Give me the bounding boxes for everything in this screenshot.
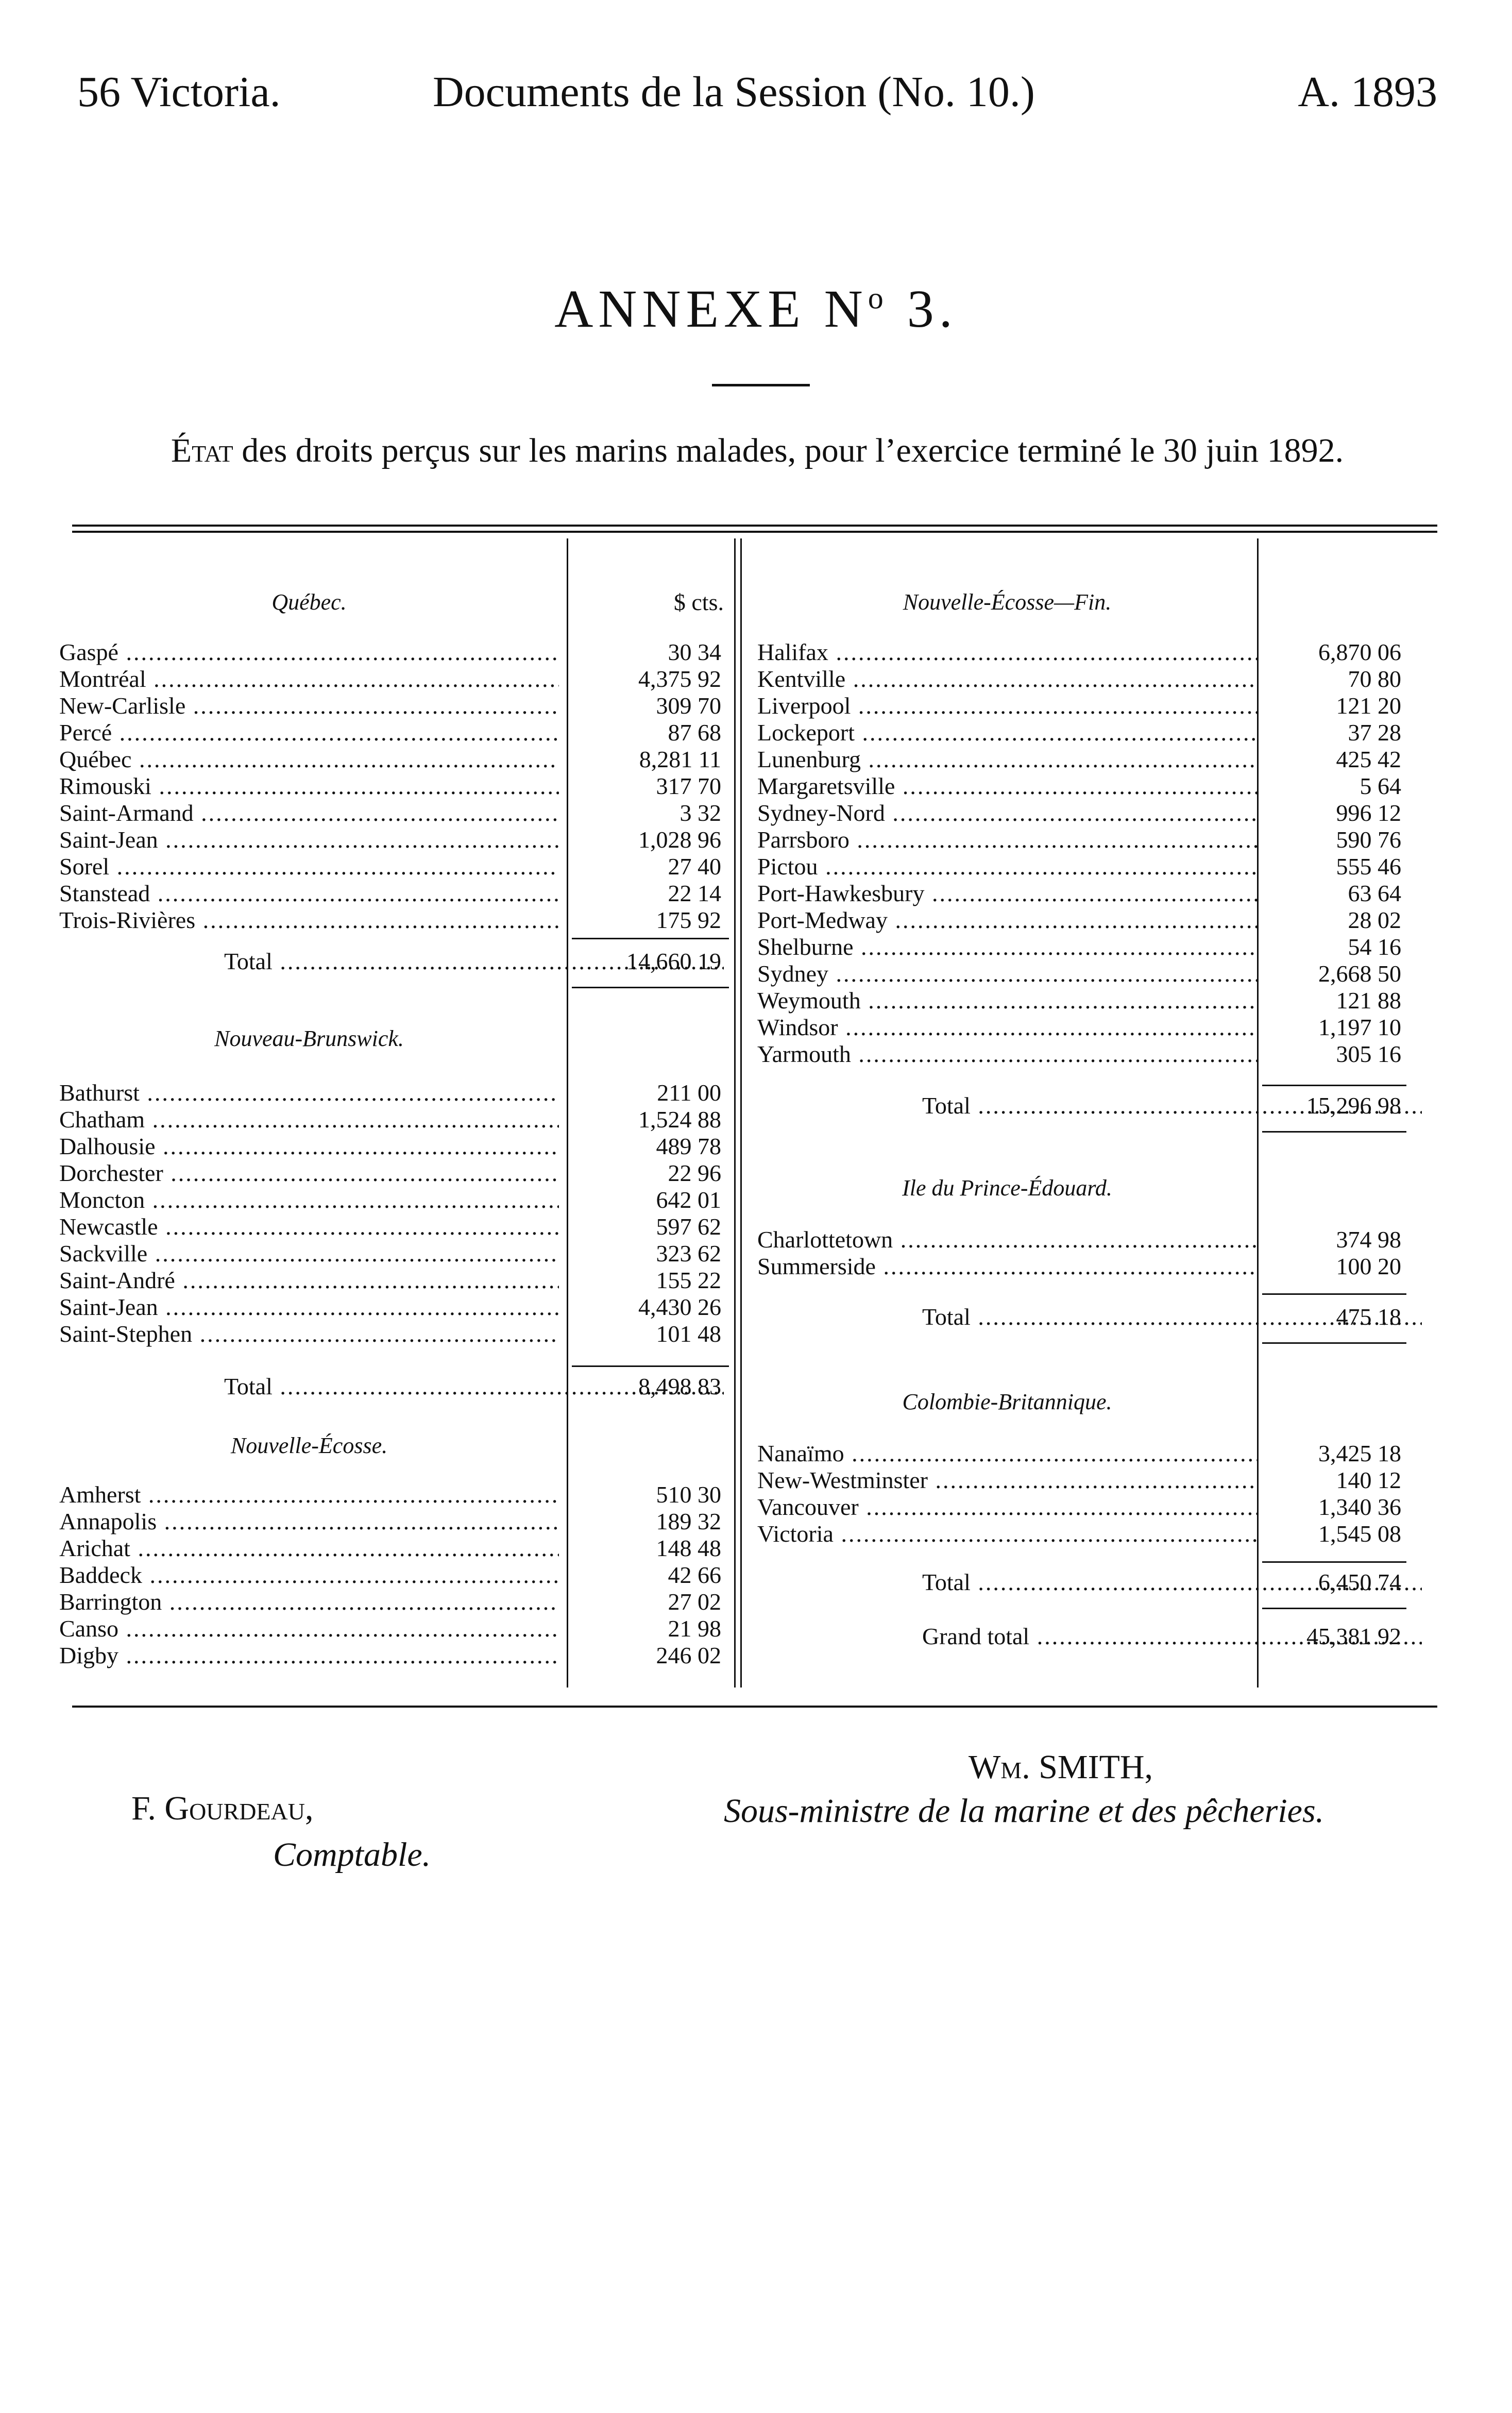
total-row-nouvelle-ecosse [757,1092,1401,1119]
table-row-amount: 2,668 50 [1318,960,1401,987]
table-bottom-rule [72,1706,1437,1708]
table-row-amount: 121 20 [1336,693,1401,719]
table-row [757,853,1401,880]
annexe-title [0,278,1512,340]
subtotal-rule [1262,1293,1406,1295]
table-row-label: Port-Hawkesbury ..... [757,880,1257,907]
table-row [59,666,721,693]
table-row-amount: 100 20 [1336,1253,1401,1279]
table-row-label: Bathurst ..... [59,1079,559,1106]
section-nouvelle-ecosse-fin: Nouvelle-Écosse—Fin. [903,589,1112,615]
header-left: 56 Victoria. [77,68,281,116]
section-nouvelle-ecosse: Nouvelle-Écosse. [230,1433,388,1458]
table-row-amount: 3,425 18 [1318,1440,1401,1466]
table-row-label: Pictou ..... [757,853,1257,880]
signature-left-title: Comptable. [273,1836,431,1874]
table-row-label: New-Westminster ..... [757,1467,1257,1494]
subtotal-rule [1262,1085,1406,1086]
table-row [757,666,1401,693]
table-row-amount: 21 98 [668,1615,721,1642]
subtotal-rule [1262,1561,1406,1563]
table-row-amount: 597 62 [656,1213,721,1240]
table-row-amount: 1,028 96 [638,826,721,853]
table-row-label: Annapolis ..... [59,1508,559,1535]
table-row [59,1160,721,1187]
table-row [59,1133,721,1160]
total-row-nouvelle-ecosse-amount: 15,296 98 [1306,1092,1401,1119]
intro-lead: État [171,432,233,469]
table-row [757,693,1401,719]
table-row-label: Victoria ..... [757,1521,1257,1547]
table-row-label: Parrsboro ..... [757,826,1257,853]
table-row-label: Québec ..... [59,746,559,773]
table-row-amount: 425 42 [1336,746,1401,772]
header-center: Documents de la Session (No. 10.) [433,68,1035,116]
table-row [59,1481,721,1508]
total-row-nouveau-brunswick-label: Total ..... [59,1373,724,1400]
table-row-label: Lunenburg ..... [757,746,1257,773]
table-row-label: Saint-Stephen ..... [59,1321,559,1347]
table-row [59,1508,721,1535]
signature-left-name [131,1788,313,1829]
table-row-amount: 5 64 [1360,773,1401,799]
grand-total-row [757,1623,1401,1650]
table-row [757,987,1401,1014]
table-row-amount: 489 78 [656,1133,721,1159]
table-row [757,1440,1401,1467]
grand-total-row-amount: 45,381 92 [1306,1623,1401,1649]
intro-body: des droits perçus sur les marins malades, pour l’exercice terminé le 30 juin 1892. [233,432,1344,469]
annexe-number: 3. [888,279,958,339]
table-row-amount: 642 01 [656,1187,721,1213]
table-row [757,1253,1401,1280]
table-row-label: Margaretsville ..... [757,773,1257,800]
table-row-amount: 140 12 [1336,1467,1401,1493]
table-row-label: Port-Medway ..... [757,907,1257,934]
column-separator-rule [740,538,742,1688]
table-row [59,1187,721,1213]
left-name-text: F. Gourdeau, [131,1790,314,1827]
section-nouveau-brunswick: Nouveau-Brunswick. [214,1026,404,1051]
table-row-label: Saint-Armand ..... [59,800,559,826]
table-row-amount: 323 62 [656,1240,721,1267]
section-colombie-britannique: Colombie-Britannique. [902,1389,1112,1414]
total-row-quebec-amount: 14,660 19 [626,948,721,974]
table-row-amount: 211 00 [657,1079,721,1106]
table-row [59,1079,721,1106]
table-row [59,746,721,773]
signature-right-title: Sous-ministre de la marine et des pêcheries. [724,1792,1324,1830]
table-row-amount: 22 96 [668,1160,721,1186]
total-row-colombie-britannique [757,1569,1401,1596]
table-row-amount: 70 80 [1348,666,1401,692]
table-row-label: Sackville ..... [59,1240,559,1267]
table-row-label: Chatham ..... [59,1106,559,1133]
table-row-amount: 305 16 [1336,1041,1401,1067]
table-row-amount: 54 16 [1348,934,1401,960]
table-row [59,853,721,880]
table-row [757,1467,1401,1494]
table-row-amount: 996 12 [1336,800,1401,826]
table-row-label: Stanstead ..... [59,880,559,907]
table-row-label: Weymouth ..... [757,987,1257,1014]
total-row-prince-edouard-amount: 475 18 [1336,1304,1401,1330]
table-row [757,934,1401,960]
subtotal-rule [572,987,729,988]
table-row-label: Liverpool ..... [757,693,1257,719]
grand-total-row-label: Grand total ..... [757,1623,1422,1650]
table-row-label: Kentville ..... [757,666,1257,693]
table-row-label: Arichat ..... [59,1535,559,1562]
table-row-label: Sorel ..... [59,853,559,880]
page-header [77,67,1437,124]
table-row-amount: 510 30 [656,1481,721,1508]
table-row [757,800,1401,826]
table-row-label: Barrington ..... [59,1589,559,1615]
table-row [59,1240,721,1267]
table-row-label: New-Carlisle ..... [59,693,559,719]
table-row [59,880,721,907]
currency-header: $ cts. [673,589,724,615]
table-row-amount: 101 48 [656,1321,721,1347]
table-row-label: Windsor ..... [757,1014,1257,1041]
table-row-label: Nanaïmo ..... [757,1440,1257,1467]
table-row-amount: 27 02 [668,1589,721,1615]
table-row-label: Summerside ..... [757,1253,1257,1280]
table-row [757,1226,1401,1253]
table-row-amount: 374 98 [1336,1226,1401,1253]
table-row [757,1014,1401,1041]
table-row [59,639,721,666]
total-row-quebec [59,948,721,975]
right-name-text: Wm. SMITH, [969,1748,1153,1786]
table-row-amount: 4,375 92 [638,666,721,692]
table-top-rule-2 [72,531,1437,533]
table-row-label: Sydney ..... [757,960,1257,987]
table-row-label: Amherst ..... [59,1481,559,1508]
table-row-amount: 175 92 [656,907,721,933]
table-row-amount: 148 48 [656,1535,721,1561]
table-row [59,1535,721,1562]
table-row [757,1521,1401,1547]
table-row [59,826,721,853]
total-row-colombie-britannique-label: Total ..... [757,1569,1422,1596]
table-row-amount: 121 88 [1336,987,1401,1014]
table-row-amount: 30 34 [668,639,721,665]
table-row [59,1589,721,1615]
table-row [757,639,1401,666]
table-row [59,1106,721,1133]
table-row [59,907,721,934]
total-row-prince-edouard-label: Total ..... [757,1304,1422,1330]
table-row-amount: 3 32 [679,800,721,826]
table-row [59,1267,721,1294]
section-quebec: Québec. [271,589,347,615]
table-row-label: Saint-Jean ..... [59,826,559,853]
table-row-label: Canso ..... [59,1615,559,1642]
subtotal-rule [572,938,729,939]
table-row-amount: 4,430 26 [638,1294,721,1320]
table-row-amount: 27 40 [668,853,721,880]
annexe-title-sup: o [868,281,889,315]
section-ile-du-prince-edouard: Ile du Prince-Édouard. [902,1175,1112,1201]
table-row-label: Baddeck ..... [59,1562,559,1589]
table-row-label: Halifax ..... [757,639,1257,666]
table-row-amount: 1,524 88 [638,1106,721,1133]
table-row-amount: 1,545 08 [1318,1521,1401,1547]
table-row [757,826,1401,853]
table-row [59,1294,721,1321]
subtotal-rule [1262,1131,1406,1133]
table-row-label: Rimouski ..... [59,773,559,800]
annexe-title-text: ANNEXE N [554,279,868,339]
table-row-label: Charlottetown ..... [757,1226,1257,1253]
table-row-amount: 6,870 06 [1318,639,1401,665]
subtotal-rule [1262,1342,1406,1344]
table-row-label: Yarmouth ..... [757,1041,1257,1068]
table-row-amount: 309 70 [656,693,721,719]
table-row-amount: 42 66 [668,1562,721,1588]
table-row-label: Moncton ..... [59,1187,559,1213]
table-row [59,719,721,746]
table-row [757,1494,1401,1521]
table-row [59,1321,721,1347]
table-row-label: Montréal ..... [59,666,559,693]
table-row [59,773,721,800]
total-row-nouveau-brunswick [59,1373,721,1400]
table-row-label: Dorchester ..... [59,1160,559,1187]
table-row [59,1642,721,1669]
intro-text [124,430,1391,471]
table-row-label: Shelburne ..... [757,934,1257,960]
table-row [757,907,1401,934]
table-row-label: Gaspé ..... [59,639,559,666]
table-row-label: Saint-Jean ..... [59,1294,559,1321]
total-row-prince-edouard [757,1304,1401,1330]
table-row [757,1041,1401,1068]
table-row-amount: 87 68 [668,719,721,746]
table-row-label: Sydney-Nord ..... [757,800,1257,826]
left-amount-rule-right [734,538,736,1688]
table-row [757,773,1401,800]
table-row-label: Saint-André ..... [59,1267,559,1294]
table-row [757,746,1401,773]
header-right: A. 1893 [1298,68,1437,116]
table-row-amount: 22 14 [668,880,721,906]
table-row-amount: 590 76 [1336,826,1401,853]
table-row-label: Percé ..... [59,719,559,746]
table-row-amount: 8,281 11 [639,746,721,772]
table-row-amount: 246 02 [656,1642,721,1668]
table-row-amount: 28 02 [1348,907,1401,933]
table-row [59,1615,721,1642]
table-row [757,880,1401,907]
table-row [59,800,721,826]
signature-right-name [969,1747,1153,1788]
total-row-colombie-britannique-amount: 6,450 74 [1318,1569,1401,1595]
table-row-label: Dalhousie ..... [59,1133,559,1160]
table-row-amount: 63 64 [1348,880,1401,906]
table-row [757,960,1401,987]
table-row-amount: 1,197 10 [1318,1014,1401,1040]
total-row-quebec-label: Total ..... [59,948,724,975]
table-row-label: Digby ..... [59,1642,559,1669]
table-row [59,693,721,719]
subtotal-rule [572,1365,729,1367]
table-row-label: Trois-Rivières ..... [59,907,559,934]
table-row-amount: 155 22 [656,1267,721,1293]
total-row-nouvelle-ecosse-label: Total ..... [757,1092,1422,1119]
table-row-amount: 317 70 [656,773,721,799]
table-row-amount: 37 28 [1348,719,1401,746]
table-top-rule [72,525,1437,527]
subtotal-rule [1262,1608,1406,1609]
table-row [757,719,1401,746]
title-rule [712,384,810,386]
table-row-label: Newcastle ..... [59,1213,559,1240]
table-row-amount: 189 32 [656,1508,721,1534]
table-row-label: Lockeport ..... [757,719,1257,746]
table-row [59,1562,721,1589]
table-row-label: Vancouver ..... [757,1494,1257,1521]
total-row-nouveau-brunswick-amount: 8,498 83 [638,1373,721,1399]
table-row-amount: 555 46 [1336,853,1401,880]
table-row-amount: 1,340 36 [1318,1494,1401,1520]
table-row [59,1213,721,1240]
